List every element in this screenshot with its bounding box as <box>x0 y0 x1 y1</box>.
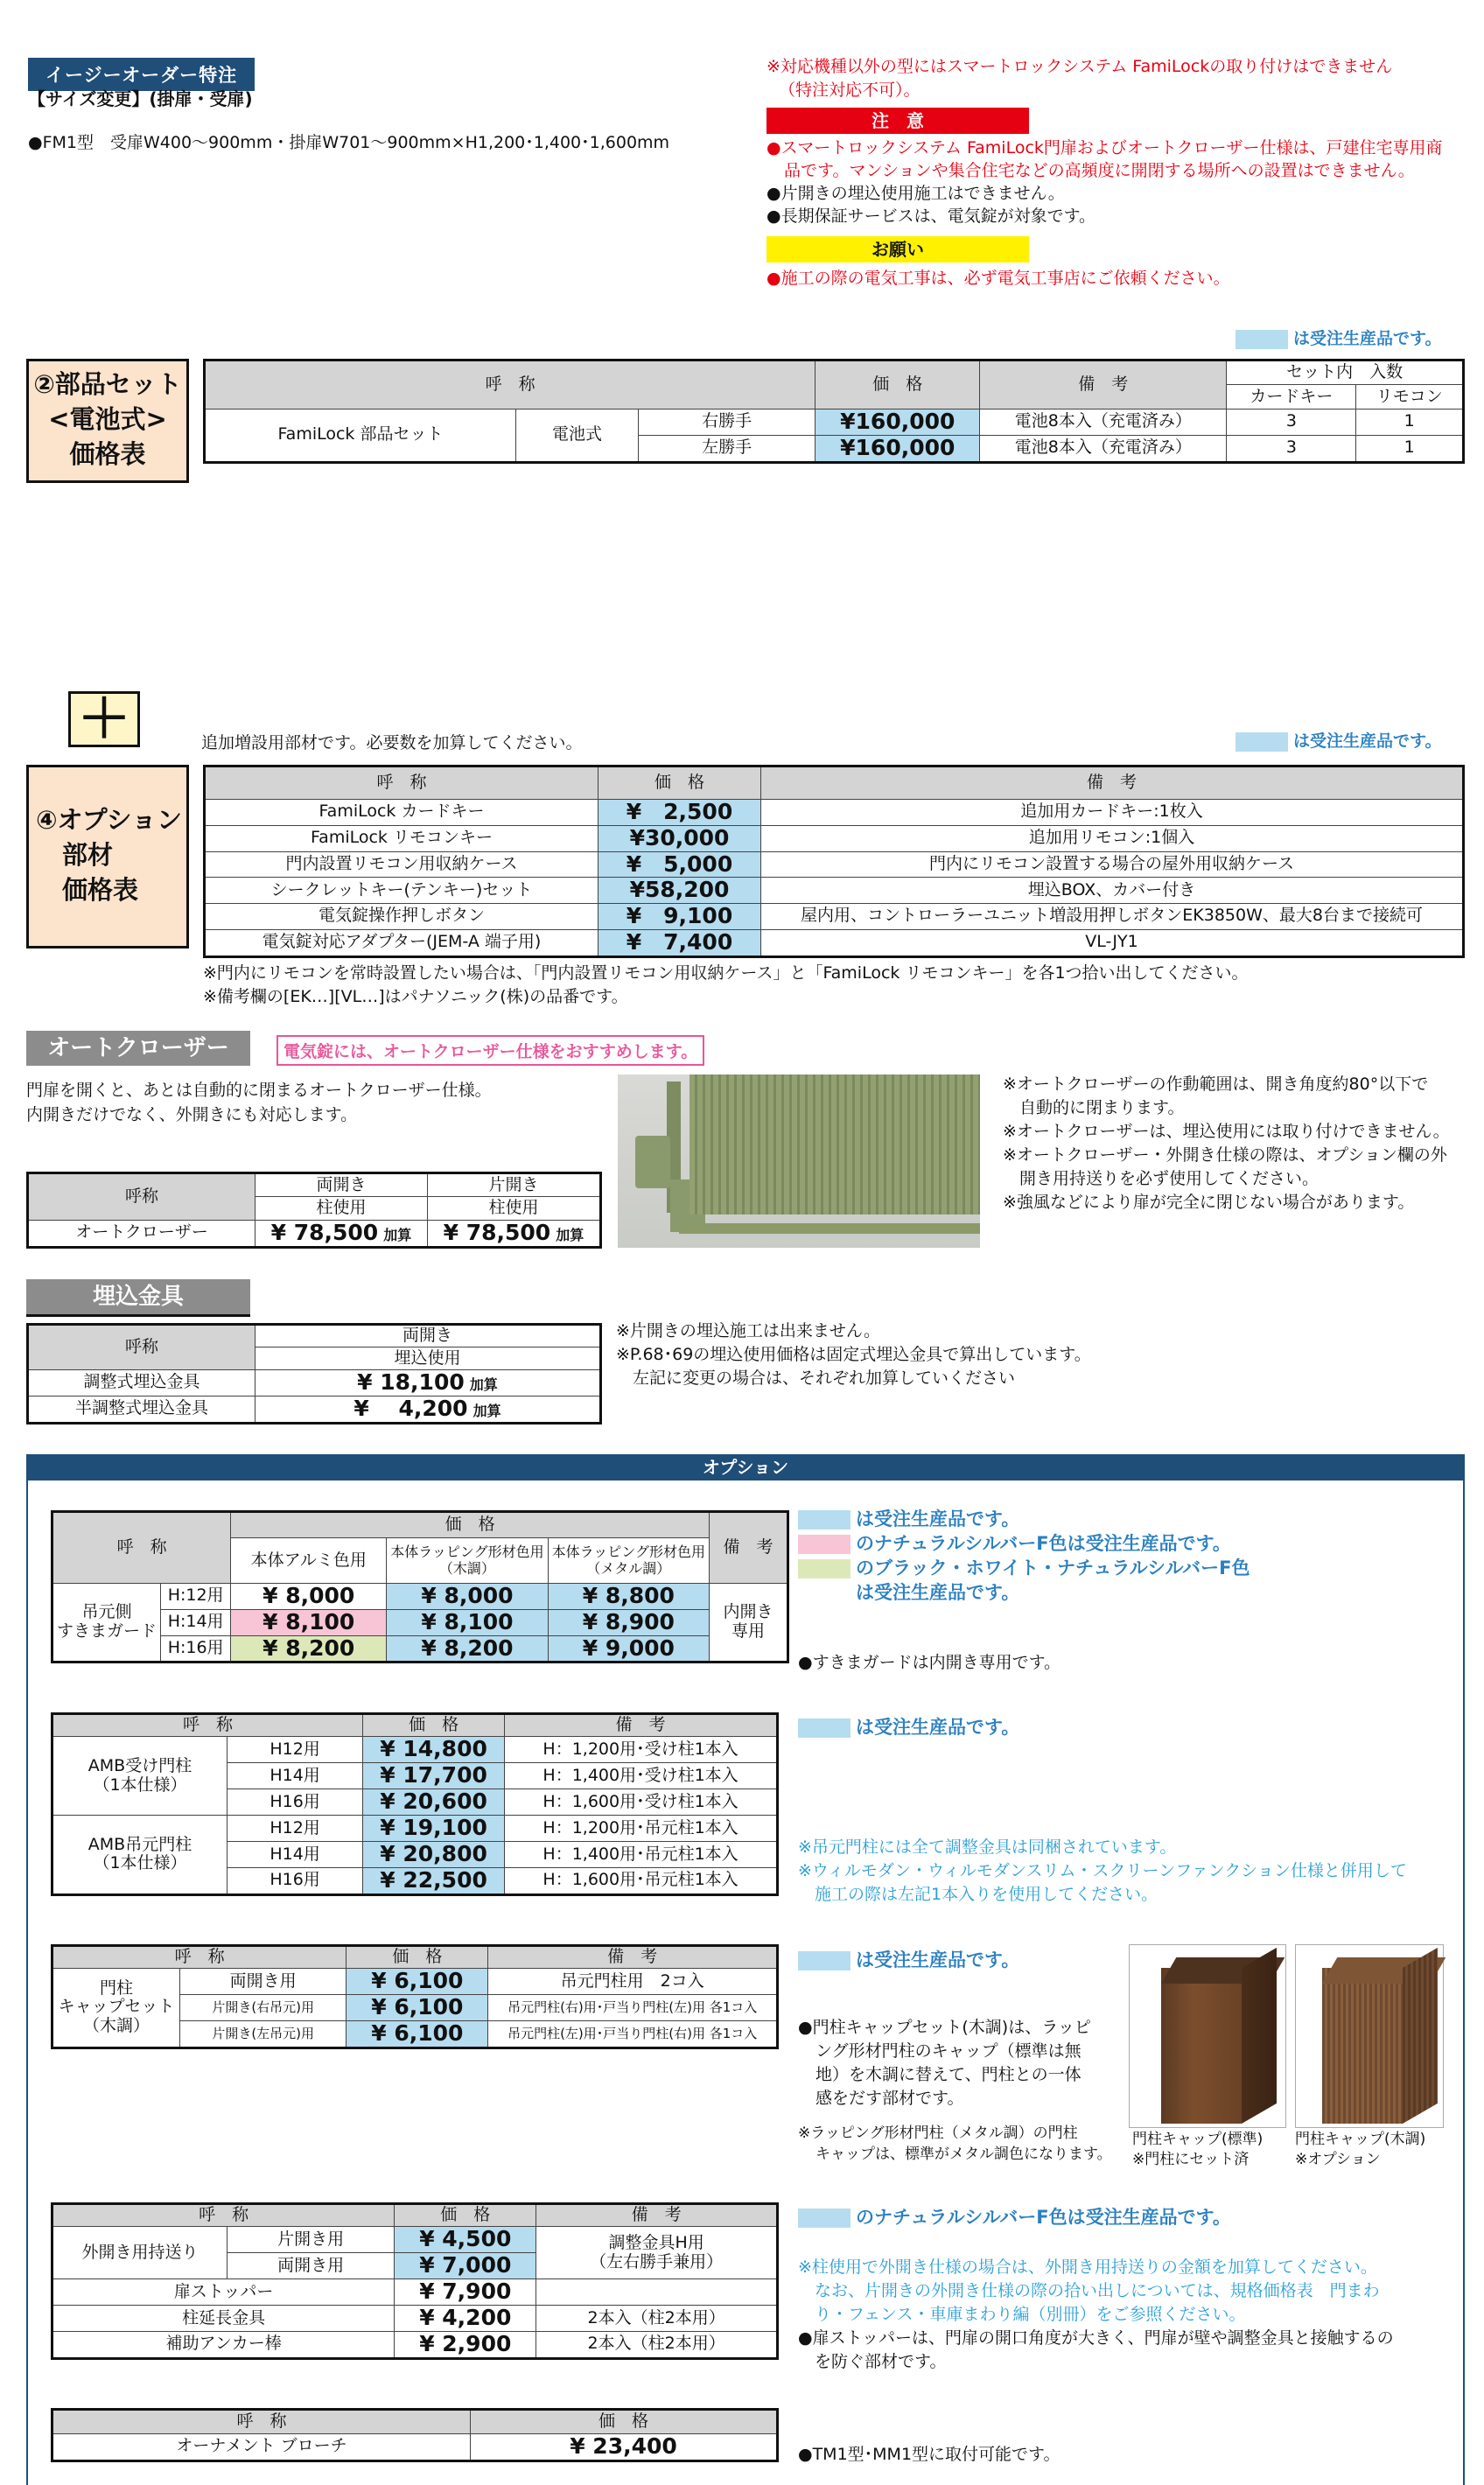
gap-row-p1: ¥ 8,200 <box>231 1635 387 1662</box>
option4-row-note: 屋内用、コントローラーユニット増設用押しボタンEK3850W、最大8台まで接続可 <box>761 904 1464 930</box>
autocloser-note: ※オートクローザーの作動範囲は、開き角度約80°以下で <box>1003 1074 1429 1094</box>
gap-row-p2: ¥ 8,100 <box>387 1609 548 1635</box>
header-subtitle: 【サイズ変更】(掛扉・受扉) <box>28 88 253 109</box>
autocloser-table <box>26 1172 602 1249</box>
option4-table <box>203 765 1465 958</box>
parts-side-3: 価格表 <box>69 439 146 469</box>
gap-legends <box>798 1507 1250 1605</box>
misc-note: なお、片開きの外開き仕様の際の拾い出しについては、規格価格表 門まわ <box>798 2281 1380 2300</box>
parts-side-2: <電池式> <box>48 404 167 434</box>
amb-row-note: H：1,600用･受け柱1本入 <box>505 1789 778 1816</box>
misc-h-price: 価 格 <box>395 2204 536 2227</box>
misc-note-a: 調整金具H用 <box>608 2232 704 2252</box>
misc-ext-price: ¥ 4,200 <box>395 2306 536 2332</box>
gap-h-c2b: （木調） <box>438 1559 495 1577</box>
cap-standard-sub: ※門柱にセット済 <box>1132 2151 1250 2168</box>
embed-note: ※片開きの埋込施工は出来ません。 <box>616 1321 881 1340</box>
amb-row-h: H14用 <box>228 1763 363 1789</box>
parts-hand: 右勝手 <box>639 410 816 436</box>
amb-row-price: ¥ 22,500 <box>363 1868 505 1895</box>
amb-note: ※ウィルモダン・ウィルモダンスリム・スクリーンファンクション仕様と併用して <box>798 1861 1407 1880</box>
cap-desc-line: ●門柱キャップセット(木調)は、ラッピ <box>798 2018 1091 2037</box>
autocloser-desc-2: 内開きだけでなく、外開きにも対応します。 <box>26 1105 358 1124</box>
parts-legend: は受注生産品です。 <box>1236 327 1441 351</box>
misc-anchor-price: ¥ 2,900 <box>395 2332 536 2359</box>
embed-notes <box>616 1320 1091 1390</box>
gap-row-p3: ¥ 8,800 <box>548 1584 709 1610</box>
gap-note-1: 内開き <box>723 1602 774 1622</box>
plus-icon: ＋ <box>68 691 140 747</box>
embed-h-use: 埋込使用 <box>256 1348 601 1370</box>
parts-remote: 1 <box>1356 435 1464 462</box>
gap-row-h: H:14用 <box>161 1609 231 1635</box>
request-bar: お願い <box>766 236 1029 262</box>
misc-note: ※柱使用で外開き仕様の場合は、外開き用持送りの金額を加算してください。 <box>798 2258 1377 2277</box>
misc-bracket-name: 外開き用持送り <box>52 2227 228 2279</box>
amb-row-h: H16用 <box>228 1868 363 1895</box>
option4-h-price: 価 格 <box>598 766 761 800</box>
parts-h-name: 呼 称 <box>205 360 816 410</box>
option4-row-name: 電気錠対応アダプター(JEM-A 端子用) <box>205 929 598 956</box>
caution-bar: 注 意 <box>766 108 1029 134</box>
cap-desc2-line: ※ラッピング形材門柱（メタル調）の門柱 <box>798 2124 1078 2142</box>
autocloser-h-name: 呼称 <box>28 1173 256 1221</box>
cap-standard-caption <box>1132 2130 1263 2170</box>
cap-wood-label: 門柱キャップ(木調) <box>1295 2131 1426 2148</box>
gap-row-p1: ¥ 8,000 <box>231 1584 387 1610</box>
amb-row-h: H12用 <box>228 1816 363 1842</box>
cap-desc-line: ング形材門柱のキャップ（標準は無 <box>816 2041 1082 2061</box>
gap-row-p2: ¥ 8,000 <box>387 1584 548 1610</box>
cap-row-note: 吊元門柱(右)用･戸当り門柱(左)用 各1コ入 <box>488 1995 778 2021</box>
brooch-note: ●TM1型･MM1型に取付可能です。 <box>798 2445 1060 2464</box>
amb-g2-sub: （1本仕様） <box>93 1853 187 1873</box>
parts-note: 電池8本入（充電済み） <box>980 435 1227 462</box>
brooch-table <box>51 2408 779 2462</box>
option4-row-name: シークレットキー(テンキー)セット <box>205 878 598 904</box>
autocloser-h-both: 両開き <box>256 1173 428 1197</box>
misc-bracket-price: ¥ 4,500 <box>395 2227 536 2253</box>
autocloser-photo <box>618 1074 980 1248</box>
gap-h-c2a: 本体ラッピング形材色用 <box>390 1544 544 1561</box>
cap-h-name: 呼 称 <box>52 1946 346 1969</box>
amb-row-h: H12用 <box>228 1737 363 1763</box>
misc-legend: のナチュラルシルバーF色は受注生産品です。 <box>798 2203 1231 2230</box>
cap-table <box>51 1944 779 2049</box>
option4-row-name: FamiLock カードキー <box>205 800 598 826</box>
option4-side-3: 価格表 <box>62 875 139 905</box>
parts-type: 電池式 <box>516 410 639 463</box>
amb-g1-sub: （1本仕様） <box>93 1774 187 1795</box>
option4-h-note: 備 考 <box>761 766 1464 800</box>
amb-row-note: H：1,200用･受け柱1本入 <box>505 1737 778 1763</box>
misc-note-b: （左右勝手兼用） <box>590 2251 724 2272</box>
cap-wood-photo <box>1295 1944 1444 2128</box>
amb-g2-name: AMB吊元門柱 <box>88 1834 192 1854</box>
cap-wood-sub: ※オプション <box>1295 2151 1381 2168</box>
cap-desc-line: 地）を木調に替えて、門柱との一体 <box>816 2065 1082 2084</box>
cap-name-3: （木調） <box>82 2016 150 2036</box>
misc-note: り・フェンス・車庫まわり編（別冊）をご参照ください。 <box>798 2305 1246 2324</box>
gapguard-table <box>51 1510 789 1663</box>
caution-1b: 品です。マンションや集合住宅などの高頻度に開閉する場所への設置はできません。 <box>784 161 1415 180</box>
parts-price: ¥160,000 <box>816 435 980 462</box>
amb-row-price: ¥ 17,700 <box>363 1763 505 1789</box>
warning-line-2: （特注対応不可）。 <box>779 80 920 100</box>
embed-row-name: 調整式埋込金具 <box>28 1370 256 1396</box>
autocloser-badge: 電気錠には、オートクローザー仕様をおすすめします。 <box>276 1035 704 1066</box>
header-spec: ●FM1型 受扉W400～900mm・掛扉W701～900mm×H1,200･1,400･1,600mm <box>28 133 670 152</box>
amb-row-h: H16用 <box>228 1789 363 1816</box>
warning-line-1: ※対応機種以外の型にはスマートロックシステム FamiLockの取り付けはできません <box>766 57 1393 76</box>
cap-row-price: ¥ 6,100 <box>346 1969 488 1995</box>
option4-legend: は受注生産品です。 <box>1236 730 1441 753</box>
cap-row-price: ¥ 6,100 <box>346 1995 488 2021</box>
autocloser-note: ※オートクローザーは、埋込使用には取り付けできません。 <box>1003 1122 1450 1141</box>
caution-2: ●片開きの埋込使用施工はできません。 <box>766 184 1065 203</box>
amb-row-price: ¥ 20,600 <box>363 1789 505 1816</box>
gap-name-2: すきまガード <box>57 1621 158 1642</box>
cap-standard-label: 門柱キャップ(標準) <box>1132 2131 1264 2148</box>
option4-note-2: ※備考欄の[EK…][VL…]はパナソニック(株)の品番です。 <box>203 987 628 1006</box>
misc-notes <box>798 2256 1394 2374</box>
autocloser-title: オートクローザー <box>26 1031 250 1066</box>
cap-h-price: 価 格 <box>346 1946 488 1969</box>
cap-row-note: 吊元門柱(左)用･戸当り門柱(右)用 各1コ入 <box>488 2021 778 2048</box>
gap-legend-1: は受注生産品です。 <box>856 1508 1020 1530</box>
option4-row-price: ¥ 7,400 <box>598 929 761 956</box>
brooch-h-name: 呼 称 <box>52 2410 471 2434</box>
amb-note: ※吊元門柱には全て調整金具は同梱されています。 <box>798 1838 1177 1857</box>
cap-row-type: 両開き用 <box>180 1969 346 1995</box>
parts-h-remote: リモコン <box>1356 385 1464 410</box>
embed-row-price: ¥ 4,200 <box>354 1395 468 1421</box>
misc-h-name: 呼 称 <box>52 2204 395 2227</box>
misc-anchor-name: 補助アンカー棒 <box>52 2332 395 2359</box>
amb-g1-name: AMB受け門柱 <box>88 1755 192 1775</box>
option4-row-note: 埋込BOX、カバー付き <box>761 878 1464 904</box>
gap-row-p2: ¥ 8,200 <box>387 1635 548 1662</box>
embed-add: 加算 <box>472 1402 501 1419</box>
option4-note-1: ※門内にリモコンを常時設置したい場合は、「門内設置リモコン用収納ケース」と「FamiLock リモコンキー」を各1つ拾い出してください。 <box>203 963 1249 983</box>
amb-row-note: H：1,600用･吊元柱1本入 <box>505 1868 778 1895</box>
option4-row-note: 追加用リモコン:1個入 <box>761 825 1464 851</box>
amb-h-price: 価 格 <box>363 1714 505 1737</box>
gap-h-c3b: （メタル調） <box>586 1559 671 1577</box>
autocloser-h-post: 柱使用 <box>427 1197 600 1221</box>
autocloser-name: オートクローザー <box>28 1221 256 1248</box>
autocloser-note: 開き用持送りを必ず使用してください。 <box>1003 1169 1320 1188</box>
autocloser-price-both: ¥ 78,500 <box>270 1220 379 1245</box>
amb-row-price: ¥ 14,800 <box>363 1737 505 1763</box>
gap-legend-3b: は受注生産品です。 <box>856 1582 1020 1603</box>
parts-h-note: 備 考 <box>980 360 1227 410</box>
amb-note: 施工の際は左記1本入りを使用してください。 <box>798 1885 1158 1904</box>
amb-table <box>51 1712 779 1896</box>
gap-h-name: 呼 称 <box>52 1512 231 1584</box>
embed-note: ※P.68･69の埋込使用価格は固定式埋込金具で算出しています。 <box>616 1345 1091 1364</box>
gap-row-h: H:16用 <box>161 1635 231 1662</box>
option4-row-note: 門内にリモコン設置する場合の屋外用収納ケース <box>761 851 1464 878</box>
parts-table <box>203 359 1465 464</box>
amb-row-note: H：1,400用･吊元柱1本入 <box>505 1842 778 1868</box>
misc-bracket-type: 片開き用 <box>228 2227 395 2253</box>
gap-row-p1: ¥ 8,100 <box>231 1609 387 1635</box>
option4-row-price: ¥ 5,000 <box>598 851 761 878</box>
autocloser-desc-1: 門扉を開くと、あとは自動的に閉まるオートクローザー仕様。 <box>26 1081 492 1100</box>
option4-side-2: 部材 <box>62 840 114 870</box>
parts-h-set: セット内 入数 <box>1227 360 1464 385</box>
amb-row-h: H14用 <box>228 1842 363 1868</box>
option4-row-note: VL-JY1 <box>761 929 1464 956</box>
amb-row-note: H：1,200用･吊元柱1本入 <box>505 1816 778 1842</box>
cap-row-type: 片開き(左吊元)用 <box>180 2021 346 2048</box>
autocloser-h-post: 柱使用 <box>256 1197 428 1221</box>
option4-row-price: ¥58,200 <box>598 878 761 904</box>
misc-stopper-name: 扉ストッパー <box>52 2279 395 2306</box>
gap-name-1: 吊元側 <box>81 1602 132 1622</box>
parts-card: 3 <box>1227 435 1356 462</box>
misc-ext-note: 2本入（柱2本用） <box>536 2306 778 2332</box>
option4-row-price: ¥ 2,500 <box>598 800 761 826</box>
embed-title: 埋込金具 <box>26 1279 250 1314</box>
brooch-h-price: 価 格 <box>471 2410 778 2434</box>
cap-desc <box>798 2016 1091 2110</box>
parts-name: FamiLock 部品セット <box>205 410 516 463</box>
misc-bracket-type: 両開き用 <box>228 2253 395 2279</box>
autocloser-notes <box>1003 1073 1450 1214</box>
gap-foot: ●すきまガードは内開き専用です。 <box>798 1653 1061 1672</box>
embed-row-price: ¥ 18,100 <box>357 1369 465 1395</box>
cap-name-1: 門柱 <box>99 1978 133 1998</box>
parts-price: ¥160,000 <box>816 410 980 436</box>
autocloser-h-single: 片開き <box>427 1173 600 1197</box>
cap-row-note: 吊元門柱用 2コ入 <box>488 1969 778 1995</box>
caution-3: ●長期保証サービスは、電気錠が対象です。 <box>766 206 1096 226</box>
gap-row-h: H:12用 <box>161 1584 231 1610</box>
request-1: ●施工の際の電気工事は、必ず電気工事店にご依頼ください。 <box>766 269 1230 288</box>
embed-add: 加算 <box>469 1376 498 1393</box>
parts-h-card: カードキー <box>1227 385 1356 410</box>
misc-stopper-price: ¥ 7,900 <box>395 2279 536 2306</box>
gap-legend-2: のナチュラルシルバーF色は受注生産品です。 <box>856 1533 1231 1554</box>
options-title: オプション <box>26 1454 1465 1480</box>
caution-1: ●スマートロックシステム FamiLock門扉およびオートクローザー仕様は、戸建住宅専用商 <box>766 138 1443 158</box>
amb-row-price: ¥ 20,800 <box>363 1842 505 1868</box>
cap-desc-line: 感をだす部材です。 <box>816 2089 964 2108</box>
option4-side-1: ④オプション <box>36 805 182 835</box>
autocloser-add: 加算 <box>556 1227 584 1243</box>
gap-row-p3: ¥ 8,900 <box>548 1609 709 1635</box>
brooch-price: ¥ 23,400 <box>471 2434 778 2461</box>
misc-h-note: 備 考 <box>536 2204 778 2227</box>
brooch-name: オーナメント ブローチ <box>52 2434 471 2461</box>
option4-row-price: ¥ 9,100 <box>598 904 761 930</box>
cap-name-2: キャップセット <box>58 1997 175 2017</box>
autocloser-add: 加算 <box>383 1227 412 1243</box>
parts-side-box <box>26 359 189 483</box>
amb-row-price: ¥ 19,100 <box>363 1816 505 1842</box>
misc-bracket-price: ¥ 7,000 <box>395 2253 536 2279</box>
parts-remote: 1 <box>1356 410 1464 436</box>
option4-intro: 追加増設用部材です。必要数を加算してください。 <box>201 733 583 752</box>
cap-row-price: ¥ 6,100 <box>346 2021 488 2048</box>
gap-h-price: 価 格 <box>231 1512 710 1538</box>
easy-order-label: イージーオーダー特注 <box>28 58 255 91</box>
cap-wood-caption <box>1295 2130 1425 2170</box>
gap-note-2: 専用 <box>731 1621 765 1642</box>
autocloser-note: ※オートクローザー・外開き仕様の際は、オプション欄の外 <box>1003 1145 1447 1165</box>
misc-note: ●扉ストッパーは、門扉の開口角度が大きく、門扉が壁や調整金具と接触するの <box>798 2328 1394 2348</box>
parts-hand: 左勝手 <box>639 435 816 462</box>
amb-h-name: 呼 称 <box>52 1714 363 1737</box>
option4-row-price: ¥30,000 <box>598 825 761 851</box>
autocloser-note: ※強風などにより扉が完全に閉じない場合があります。 <box>1003 1193 1415 1212</box>
option4-row-name: 門内設置リモコン用収納ケース <box>205 851 598 878</box>
cap-desc2-line: キャップは、標準がメタル調色になります。 <box>816 2146 1112 2163</box>
gap-h-note: 備 考 <box>710 1512 788 1584</box>
option4-row-name: 電気錠操作押しボタン <box>205 904 598 930</box>
gap-legend-3a: のブラック・ホワイト・ナチュラルシルバーF色 <box>856 1558 1250 1578</box>
cap-standard-photo <box>1129 1944 1286 2128</box>
amb-h-note: 備 考 <box>505 1714 778 1737</box>
misc-anchor-note: 2本入（柱2本用） <box>536 2332 778 2359</box>
cap-desc2 <box>798 2123 1112 2165</box>
autocloser-note: 自動的に閉まります。 <box>1003 1098 1185 1117</box>
cap-h-note: 備 考 <box>488 1946 778 1969</box>
gap-h-c3a: 本体ラッピング形材色用 <box>551 1544 705 1561</box>
misc-table <box>51 2202 779 2360</box>
option4-row-name: FamiLock リモコンキー <box>205 825 598 851</box>
embed-h-both: 両開き <box>256 1325 601 1348</box>
amb-notes <box>798 1836 1407 1907</box>
misc-note: を防ぐ部材です。 <box>798 2352 947 2371</box>
amb-legend: は受注生産品です。 <box>798 1713 1019 1740</box>
embed-note: 左記に変更の場合は、それぞれ加算していください <box>616 1368 1016 1388</box>
option4-h-name: 呼 称 <box>205 766 598 800</box>
cap-legend: は受注生産品です。 <box>798 1946 1019 1972</box>
embed-h-name: 呼称 <box>28 1325 256 1370</box>
amb-row-note: H：1,400用･受け柱1本入 <box>505 1763 778 1789</box>
parts-note: 電池8本入（充電済み） <box>980 410 1227 436</box>
embed-table <box>26 1323 602 1424</box>
parts-h-price: 価 格 <box>816 360 980 410</box>
option4-side-box <box>26 765 189 948</box>
autocloser-price-single: ¥ 78,500 <box>443 1220 551 1245</box>
cap-row-type: 片開き(右吊元)用 <box>180 1995 346 2021</box>
parts-card: 3 <box>1227 410 1356 436</box>
embed-row-name: 半調整式埋込金具 <box>28 1396 256 1423</box>
gap-h-c1: 本体アルミ色用 <box>231 1538 387 1584</box>
misc-ext-name: 柱延長金具 <box>52 2306 395 2332</box>
gap-row-p3: ¥ 9,000 <box>548 1635 709 1662</box>
parts-side-1: ②部品セット <box>33 369 182 399</box>
option4-row-note: 追加用カードキー:1枚入 <box>761 800 1464 826</box>
